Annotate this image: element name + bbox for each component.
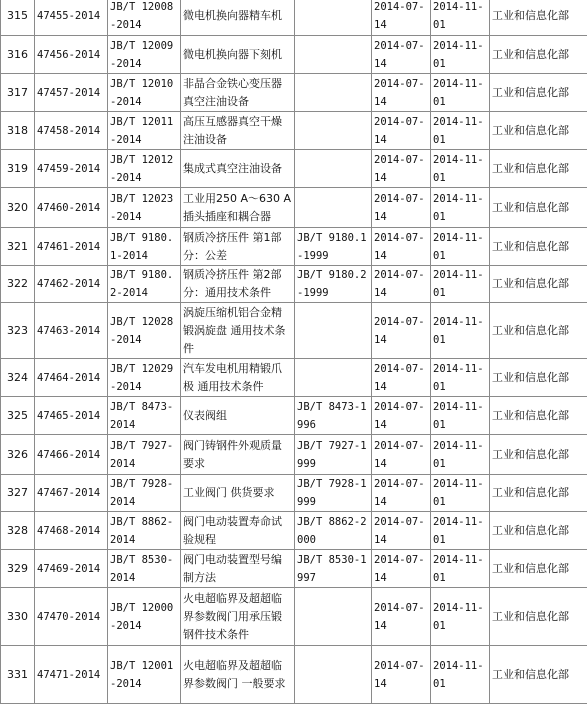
standard-name-cell: 钢质冷挤压件 第2部分：通用技术条件 <box>181 266 295 303</box>
implement-date-cell: 2014-11-01 <box>431 150 490 188</box>
seq-number-cell: 326 <box>1 435 35 475</box>
table-row <box>1 588 587 646</box>
standard-name-cell: 非晶合金铁心变压器真空注油设备 <box>181 74 295 112</box>
standard-number-cell: JB/T 12023-2014 <box>108 188 181 228</box>
standard-number-cell: JB/T 12010-2014 <box>108 74 181 112</box>
implement-date-cell: 2014-11-01 <box>431 0 490 36</box>
table-row <box>1 0 587 36</box>
record-code-cell: 47458-2014 <box>35 112 108 150</box>
replaced-standard-cell <box>295 150 372 188</box>
implement-date-cell: 2014-11-01 <box>431 228 490 266</box>
seq-number-cell: 330 <box>1 588 35 646</box>
replaced-standard-cell: JB/T 7927-1999 <box>295 435 372 475</box>
authority-cell: 工业和信息化部 <box>490 303 587 359</box>
standard-name-cell: 仪表阀组 <box>181 397 295 435</box>
table-row <box>1 266 587 303</box>
seq-number-cell: 324 <box>1 359 35 397</box>
table-row <box>1 74 587 112</box>
standard-name-cell: 阀门铸钢件外观质量要求 <box>181 435 295 475</box>
publish-date-cell: 2014-07-14 <box>372 36 431 74</box>
implement-date-cell: 2014-11-01 <box>431 188 490 228</box>
standard-name-cell: 汽车发电机用精锻爪极 通用技术条件 <box>181 359 295 397</box>
publish-date-cell: 2014-07-14 <box>372 397 431 435</box>
record-code-cell: 47467-2014 <box>35 475 108 512</box>
standard-name-cell: 微电机换向器下刻机 <box>181 36 295 74</box>
seq-number-cell: 315 <box>1 0 35 36</box>
publish-date-cell: 2014-07-14 <box>372 150 431 188</box>
standard-name-cell: 火电超临界及超超临界参数阀门用承压锻钢件技术条件 <box>181 588 295 646</box>
authority-cell: 工业和信息化部 <box>490 646 587 704</box>
publish-date-cell: 2014-07-14 <box>372 112 431 150</box>
record-code-cell: 47455-2014 <box>35 0 108 36</box>
publish-date-cell: 2014-07-14 <box>372 303 431 359</box>
authority-cell: 工业和信息化部 <box>490 359 587 397</box>
record-code-cell: 47464-2014 <box>35 359 108 397</box>
replaced-standard-cell <box>295 588 372 646</box>
implement-date-cell: 2014-11-01 <box>431 550 490 588</box>
replaced-standard-cell: JB/T 9180.1-1999 <box>295 228 372 266</box>
table-row <box>1 435 587 475</box>
standard-name-cell: 工业用250 A～630 A插头插座和耦合器 <box>181 188 295 228</box>
implement-date-cell: 2014-11-01 <box>431 74 490 112</box>
publish-date-cell: 2014-07-14 <box>372 588 431 646</box>
record-code-cell: 47465-2014 <box>35 397 108 435</box>
seq-number-cell: 329 <box>1 550 35 588</box>
record-code-cell: 47468-2014 <box>35 512 108 550</box>
authority-cell: 工业和信息化部 <box>490 0 587 36</box>
standard-name-cell: 火电超临界及超超临界参数阀门 一般要求 <box>181 646 295 704</box>
authority-cell: 工业和信息化部 <box>490 228 587 266</box>
table-row <box>1 359 587 397</box>
standard-number-cell: JB/T 12011-2014 <box>108 112 181 150</box>
seq-number-cell: 325 <box>1 397 35 435</box>
record-code-cell: 47461-2014 <box>35 228 108 266</box>
replaced-standard-cell: JB/T 9180.2-1999 <box>295 266 372 303</box>
implement-date-cell: 2014-11-01 <box>431 435 490 475</box>
implement-date-cell: 2014-11-01 <box>431 397 490 435</box>
table-row <box>1 550 587 588</box>
authority-cell: 工业和信息化部 <box>490 112 587 150</box>
standard-number-cell: JB/T 12029-2014 <box>108 359 181 397</box>
implement-date-cell: 2014-11-01 <box>431 475 490 512</box>
record-code-cell: 47469-2014 <box>35 550 108 588</box>
implement-date-cell: 2014-11-01 <box>431 359 490 397</box>
standard-number-cell: JB/T 12001-2014 <box>108 646 181 704</box>
implement-date-cell: 2014-11-01 <box>431 588 490 646</box>
publish-date-cell: 2014-07-14 <box>372 266 431 303</box>
table-body <box>1 0 587 704</box>
seq-number-cell: 320 <box>1 188 35 228</box>
authority-cell: 工业和信息化部 <box>490 475 587 512</box>
publish-date-cell: 2014-07-14 <box>372 74 431 112</box>
standard-name-cell: 工业阀门 供货要求 <box>181 475 295 512</box>
standard-name-cell: 微电机换向器精车机 <box>181 0 295 36</box>
authority-cell: 工业和信息化部 <box>490 150 587 188</box>
table-row <box>1 397 587 435</box>
standard-name-cell: 阀门电动装置型号编制方法 <box>181 550 295 588</box>
authority-cell: 工业和信息化部 <box>490 36 587 74</box>
table-row <box>1 188 587 228</box>
table-row <box>1 303 587 359</box>
record-code-cell: 47457-2014 <box>35 74 108 112</box>
record-code-cell: 47460-2014 <box>35 188 108 228</box>
replaced-standard-cell: JB/T 8862-2000 <box>295 512 372 550</box>
record-code-cell: 47462-2014 <box>35 266 108 303</box>
publish-date-cell: 2014-07-14 <box>372 0 431 36</box>
replaced-standard-cell <box>295 74 372 112</box>
seq-number-cell: 319 <box>1 150 35 188</box>
replaced-standard-cell: JB/T 7928-1999 <box>295 475 372 512</box>
seq-number-cell: 322 <box>1 266 35 303</box>
authority-cell: 工业和信息化部 <box>490 188 587 228</box>
authority-cell: 工业和信息化部 <box>490 512 587 550</box>
seq-number-cell: 327 <box>1 475 35 512</box>
standard-name-cell: 钢质冷挤压件 第1部分：公差 <box>181 228 295 266</box>
standard-number-cell: JB/T 7928-2014 <box>108 475 181 512</box>
standard-number-cell: JB/T 12009-2014 <box>108 36 181 74</box>
seq-number-cell: 318 <box>1 112 35 150</box>
replaced-standard-cell: JB/T 8530-1997 <box>295 550 372 588</box>
standard-name-cell: 阀门电动装置寿命试验规程 <box>181 512 295 550</box>
replaced-standard-cell <box>295 646 372 704</box>
standard-number-cell: JB/T 8473-2014 <box>108 397 181 435</box>
record-code-cell: 47459-2014 <box>35 150 108 188</box>
implement-date-cell: 2014-11-01 <box>431 646 490 704</box>
standard-number-cell: JB/T 12012-2014 <box>108 150 181 188</box>
replaced-standard-cell: JB/T 8473-1996 <box>295 397 372 435</box>
replaced-standard-cell <box>295 303 372 359</box>
standard-number-cell: JB/T 12028-2014 <box>108 303 181 359</box>
seq-number-cell: 328 <box>1 512 35 550</box>
publish-date-cell: 2014-07-14 <box>372 475 431 512</box>
publish-date-cell: 2014-07-14 <box>372 435 431 475</box>
seq-number-cell: 321 <box>1 228 35 266</box>
authority-cell: 工业和信息化部 <box>490 550 587 588</box>
authority-cell: 工业和信息化部 <box>490 397 587 435</box>
replaced-standard-cell <box>295 359 372 397</box>
publish-date-cell: 2014-07-14 <box>372 512 431 550</box>
authority-cell: 工业和信息化部 <box>490 266 587 303</box>
standard-name-cell: 高压互感器真空干燥注油设备 <box>181 112 295 150</box>
standard-number-cell: JB/T 8862-2014 <box>108 512 181 550</box>
replaced-standard-cell <box>295 188 372 228</box>
table-row <box>1 646 587 704</box>
table-row <box>1 36 587 74</box>
replaced-standard-cell <box>295 0 372 36</box>
publish-date-cell: 2014-07-14 <box>372 550 431 588</box>
standard-number-cell: JB/T 12008-2014 <box>108 0 181 36</box>
standard-number-cell: JB/T 12000-2014 <box>108 588 181 646</box>
table-row <box>1 150 587 188</box>
implement-date-cell: 2014-11-01 <box>431 303 490 359</box>
seq-number-cell: 331 <box>1 646 35 704</box>
table-row <box>1 228 587 266</box>
record-code-cell: 47471-2014 <box>35 646 108 704</box>
seq-number-cell: 316 <box>1 36 35 74</box>
standard-name-cell: 涡旋压缩机铝合金精锻涡旋盘 通用技术条件 <box>181 303 295 359</box>
implement-date-cell: 2014-11-01 <box>431 512 490 550</box>
publish-date-cell: 2014-07-14 <box>372 359 431 397</box>
table-row <box>1 475 587 512</box>
record-code-cell: 47466-2014 <box>35 435 108 475</box>
record-code-cell: 47470-2014 <box>35 588 108 646</box>
implement-date-cell: 2014-11-01 <box>431 36 490 74</box>
seq-number-cell: 317 <box>1 74 35 112</box>
standard-name-cell: 集成式真空注油设备 <box>181 150 295 188</box>
implement-date-cell: 2014-11-01 <box>431 112 490 150</box>
publish-date-cell: 2014-07-14 <box>372 188 431 228</box>
replaced-standard-cell <box>295 36 372 74</box>
standard-number-cell: JB/T 8530-2014 <box>108 550 181 588</box>
standard-number-cell: JB/T 9180.2-2014 <box>108 266 181 303</box>
table-row <box>1 512 587 550</box>
authority-cell: 工业和信息化部 <box>490 74 587 112</box>
standard-number-cell: JB/T 7927-2014 <box>108 435 181 475</box>
authority-cell: 工业和信息化部 <box>490 435 587 475</box>
record-code-cell: 47463-2014 <box>35 303 108 359</box>
replaced-standard-cell <box>295 112 372 150</box>
seq-number-cell: 323 <box>1 303 35 359</box>
publish-date-cell: 2014-07-14 <box>372 228 431 266</box>
publish-date-cell: 2014-07-14 <box>372 646 431 704</box>
record-code-cell: 47456-2014 <box>35 36 108 74</box>
table-row <box>1 112 587 150</box>
implement-date-cell: 2014-11-01 <box>431 266 490 303</box>
authority-cell: 工业和信息化部 <box>490 588 587 646</box>
standard-number-cell: JB/T 9180.1-2014 <box>108 228 181 266</box>
